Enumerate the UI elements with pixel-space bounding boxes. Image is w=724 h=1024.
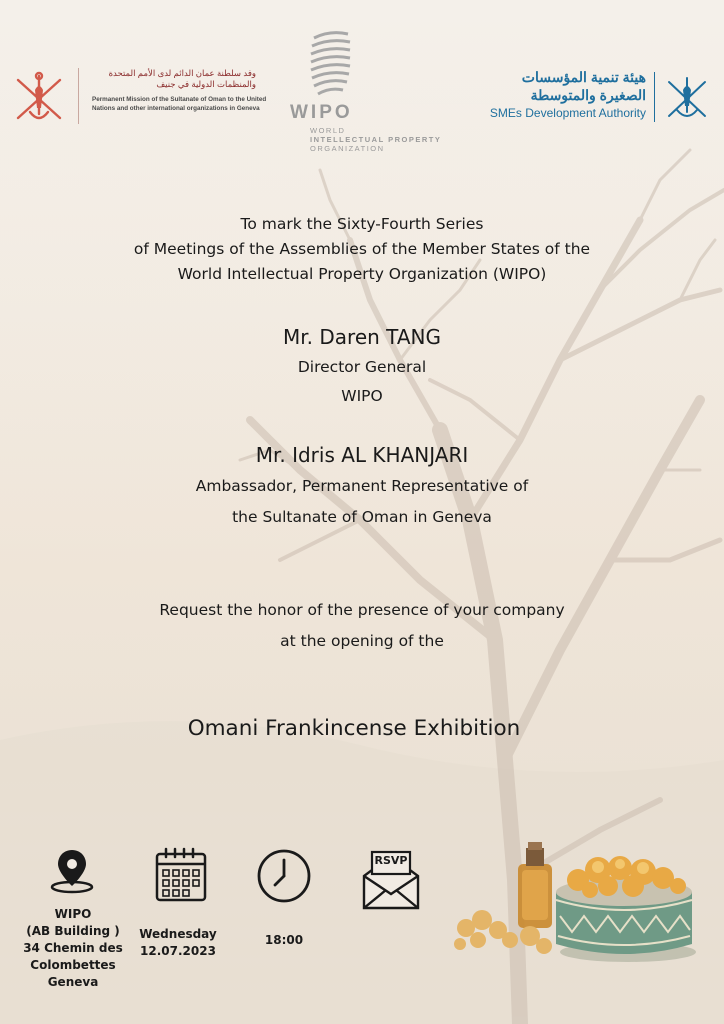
sme-arabic-name: هيئة تنمية المؤسسات الصغيرة والمتوسطة — [521, 69, 646, 103]
exhibition-title: Omani Frankincense Exhibition — [187, 716, 521, 741]
location-pin-icon — [48, 846, 96, 894]
request-line-1: Request the honor of the presence of your company — [159, 601, 565, 619]
host-director-general — [0, 323, 724, 409]
request-text — [0, 598, 724, 654]
host2-title-line-2: the Sultanate of Oman in Geneva — [232, 508, 492, 526]
rsvp-label: RSVP — [374, 854, 408, 867]
mission-arabic-name: وفد سلطنة عمان الدائم لدى الأمم المتحدة والمنظمات الدولية في جنيف — [108, 68, 256, 89]
event-location: WIPO (AB Building ) 34 Chemin des Colombettes Geneva — [23, 907, 123, 989]
event-day: Wednesday — [139, 927, 217, 941]
host1-name: Mr. Daren TANG — [283, 325, 441, 349]
request-line-2: at the opening of the — [280, 632, 444, 650]
intro-line-1: To mark the Sixty-Fourth Series — [240, 215, 484, 233]
host2-name: Mr. Idris AL KHANJARI — [255, 443, 469, 467]
sme-emblem-icon — [663, 72, 711, 124]
sme-authority-header — [460, 68, 715, 128]
intro-text — [0, 212, 724, 287]
header-divider — [78, 68, 79, 124]
wipo-acronym: WIPO — [290, 102, 353, 123]
calendar-icon — [154, 846, 208, 904]
event-date — [128, 926, 228, 960]
oman-emblem-icon — [12, 68, 66, 126]
host1-org: WIPO — [341, 387, 383, 405]
host2-title-line-1: Ambassador, Permanent Representative of — [195, 477, 529, 495]
host-ambassador — [0, 441, 724, 530]
sme-english-name: SMEs Development Authority — [489, 106, 646, 120]
host1-title: Director General — [297, 358, 427, 376]
oman-mission-header — [12, 66, 267, 128]
wipo-full-name: WORLD INTELLECTUAL PROPERTY ORGANIZATION — [310, 126, 442, 153]
clock-icon — [256, 848, 312, 904]
mission-english-name: Permanent Mission of the Sultanate of Oman to the United Nations and other international organizations in Geneva — [92, 96, 267, 112]
wipo-globe-icon — [308, 26, 352, 100]
sme-divider — [654, 72, 655, 122]
intro-line-3: World Intellectual Property Organization (WIPO) — [177, 265, 547, 283]
event-time: 18:00 — [264, 933, 304, 947]
event-date-value: 12.07.2023 — [140, 944, 216, 958]
frankincense-product-image — [448, 840, 698, 965]
intro-line-2: of Meetings of the Assemblies of the Member States of the — [133, 240, 591, 258]
rsvp-envelope-icon[interactable] — [360, 850, 422, 912]
wipo-logo — [290, 26, 480, 156]
